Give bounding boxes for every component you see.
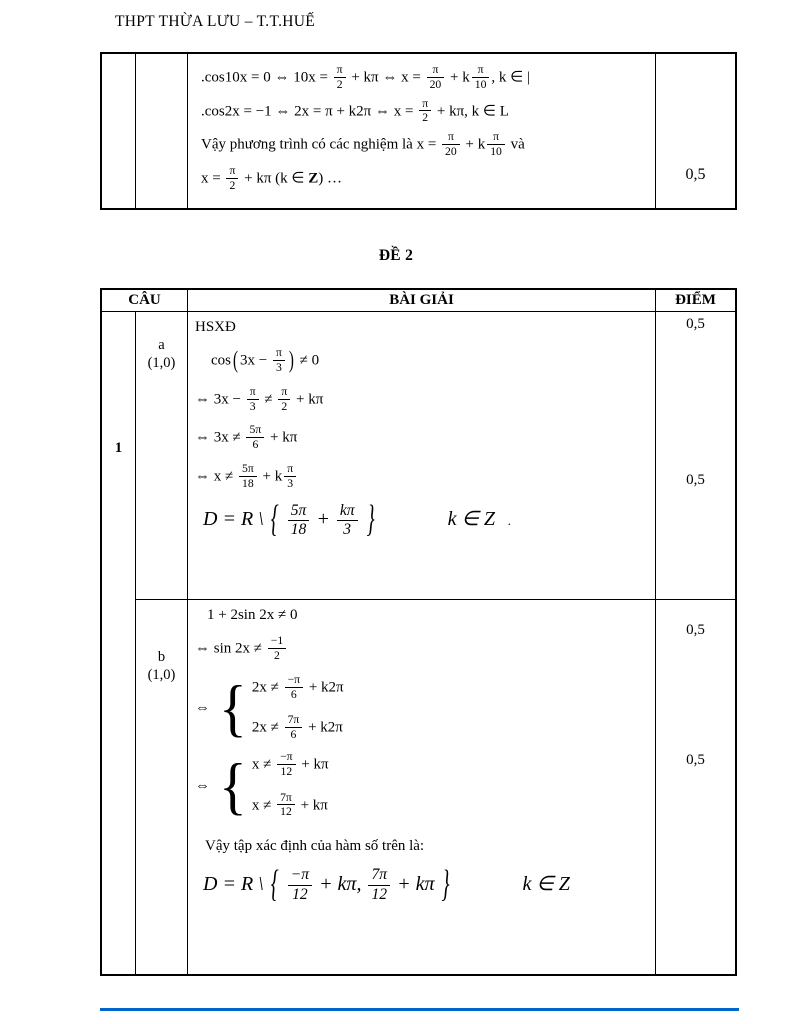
equation-system bbox=[195, 751, 649, 820]
school-header: THPT THỪA LƯU – T.T.HUẾ bbox=[115, 13, 316, 30]
question-number-cell bbox=[102, 312, 136, 974]
k-in-z: k ∈ Z bbox=[447, 508, 495, 531]
math-line: ⇔ 3x ≠ $\frac{5\pi}{6}$ + kπ bbox=[195, 423, 298, 452]
equation-system bbox=[195, 674, 649, 743]
equiv-operator: ⇔ bbox=[195, 700, 210, 717]
fraction: $\frac{\pi}{2}$ bbox=[278, 385, 290, 414]
fraction: $\frac{-1}{2}$ bbox=[268, 634, 286, 663]
math-expression: D = R \ { $\frac{-\pi}{12}$ + kπ, $\frac{7\pi}{12}$ + kπ } bbox=[203, 863, 450, 906]
fraction: $\frac{\pi}{2}$ bbox=[226, 164, 238, 193]
cases-body bbox=[252, 751, 329, 820]
fraction: $\frac{5\pi}{18}$ bbox=[239, 462, 257, 491]
math-line: 2x ≠ $\frac{7\pi}{6}$ + k2π bbox=[251, 713, 343, 742]
fraction: $\frac{\pi}{2}$ bbox=[334, 63, 346, 92]
period: . bbox=[507, 513, 512, 529]
fraction: $\frac{\pi}{20}$ bbox=[442, 130, 460, 159]
points-cell bbox=[655, 54, 735, 208]
main-answer-table bbox=[100, 288, 737, 976]
fraction: $\frac{\pi}{10}$ bbox=[487, 130, 505, 159]
score-value: 0,5 bbox=[686, 752, 705, 768]
fraction: $\frac{5\pi}{6}$ bbox=[246, 423, 264, 452]
solution-cell bbox=[188, 54, 655, 208]
top-answer-table bbox=[100, 52, 737, 210]
part-label: b bbox=[157, 649, 166, 665]
left-brace: { bbox=[219, 749, 247, 821]
part-points-label: (1,0) bbox=[147, 667, 176, 684]
score-value: 0,5 bbox=[686, 472, 705, 488]
part-points-label: (1,0) bbox=[147, 355, 176, 372]
k-in-z: k ∈ Z bbox=[522, 872, 570, 895]
fraction: $\frac{\pi}{3}$ bbox=[247, 385, 259, 414]
fraction: $\frac{\pi}{3}$ bbox=[284, 462, 296, 491]
math-line: .cos2x = −1 ⇔ 2x = π + k2π ⇔ x = $\frac{\pi}{2}$ + kπ, k ∈ L bbox=[201, 96, 509, 125]
cases-body bbox=[252, 674, 344, 743]
math-line: .cos10x = 0 ⇔ 10x = $\frac{\pi}{2}$ + kπ ⇔ x = $\frac{\pi}{20}$ + k $\frac{\pi}{10}$ , k ∈ | bbox=[201, 63, 530, 91]
part-b-label-cell bbox=[136, 600, 188, 974]
fraction: $\frac{k\pi}{3}$ bbox=[337, 502, 358, 540]
math-line: x = $\frac{\pi}{2}$ + kπ (k ∈ Z) … bbox=[201, 163, 342, 192]
part-a-solution-cell bbox=[188, 312, 655, 599]
math-line: ⇔ sin 2x ≠ $\frac{-1}{2}$ bbox=[195, 635, 649, 664]
score-value: 0,5 bbox=[685, 166, 706, 183]
domain-conclusion-line bbox=[203, 498, 649, 541]
cases-group bbox=[195, 751, 329, 820]
fraction: $\frac{-\pi}{12}$ bbox=[277, 750, 296, 779]
header-cell-cau: CÂU bbox=[102, 290, 188, 311]
math-line: HSXĐ bbox=[195, 319, 236, 335]
score-value: 0,5 bbox=[686, 316, 705, 332]
empty-question-cell bbox=[102, 54, 136, 208]
fraction: $\frac{7\pi}{12}$ bbox=[368, 866, 390, 904]
math-expression: D = R \ { $\frac{5\pi}{18}$ + $\frac{k\pi}{3}$ } bbox=[203, 498, 375, 541]
table-header-row bbox=[102, 290, 735, 312]
footer-rule bbox=[100, 1008, 739, 1011]
part-a-row bbox=[136, 312, 735, 600]
fraction: $\frac{\pi}{10}$ bbox=[472, 63, 490, 92]
part-a-label-cell bbox=[136, 312, 188, 599]
header-cell-bai-giai: BÀI GIẢI bbox=[389, 292, 454, 308]
header-cell-diem: ĐIỂM bbox=[655, 290, 735, 311]
fraction: $\frac{5\pi}{18}$ bbox=[288, 502, 310, 540]
part-b-row bbox=[136, 600, 735, 974]
fraction: $\frac{7\pi}{6}$ bbox=[285, 713, 303, 742]
empty-part-cell bbox=[136, 54, 188, 208]
math-line: ⇔ 3x − $\frac{\pi}{3}$ ≠ $\frac{\pi}{2}$ + kπ bbox=[195, 384, 324, 413]
fraction: $\frac{-\pi}{12}$ bbox=[288, 866, 312, 904]
part-b-points-cell bbox=[655, 600, 735, 974]
fraction: $\frac{-\pi}{6}$ bbox=[285, 673, 304, 702]
fraction: $\frac{7\pi}{12}$ bbox=[277, 791, 295, 820]
cases-group bbox=[195, 674, 344, 743]
part-a-points-cell bbox=[655, 312, 735, 599]
score-value: 0,5 bbox=[686, 622, 705, 638]
fraction: $\frac{\pi}{3}$ bbox=[273, 346, 285, 375]
answer-sections bbox=[136, 312, 735, 974]
table-body bbox=[102, 312, 735, 974]
fraction: $\frac{\pi}{2}$ bbox=[419, 97, 431, 126]
math-line: ⇔ x ≠ $\frac{5\pi}{18}$ + k $\frac{\pi}{3}$ bbox=[195, 463, 649, 492]
part-b-solution-cell bbox=[188, 600, 655, 974]
left-brace: { bbox=[219, 672, 247, 744]
section-title: ĐỀ 2 bbox=[378, 247, 414, 264]
math-line: 1 + 2sin 2x ≠ 0 bbox=[207, 607, 298, 623]
equiv-operator: ⇔ bbox=[195, 777, 210, 794]
math-line: 2x ≠ $\frac{-\pi}{6}$ + k2π bbox=[251, 672, 344, 701]
part-label: a bbox=[158, 337, 165, 353]
math-line: x ≠ $\frac{-\pi}{12}$ + kπ bbox=[251, 750, 329, 778]
conclusion-text: Vậy tập xác định của hàm số trên là: bbox=[205, 838, 425, 855]
math-line: x ≠ $\frac{7\pi}{12}$ + kπ bbox=[251, 790, 328, 819]
question-number: 1 bbox=[114, 440, 123, 456]
fraction: $\frac{\pi}{20}$ bbox=[427, 63, 445, 92]
math-line: cos ( 3x − $\frac{\pi}{3}$ ) ≠ 0 bbox=[211, 346, 320, 375]
math-line: Vậy phương trình có các nghiệm là x = $\frac{\pi}{20}$ + k $\frac{\pi}{10}$ và bbox=[201, 130, 525, 158]
domain-conclusion-line bbox=[203, 863, 649, 906]
